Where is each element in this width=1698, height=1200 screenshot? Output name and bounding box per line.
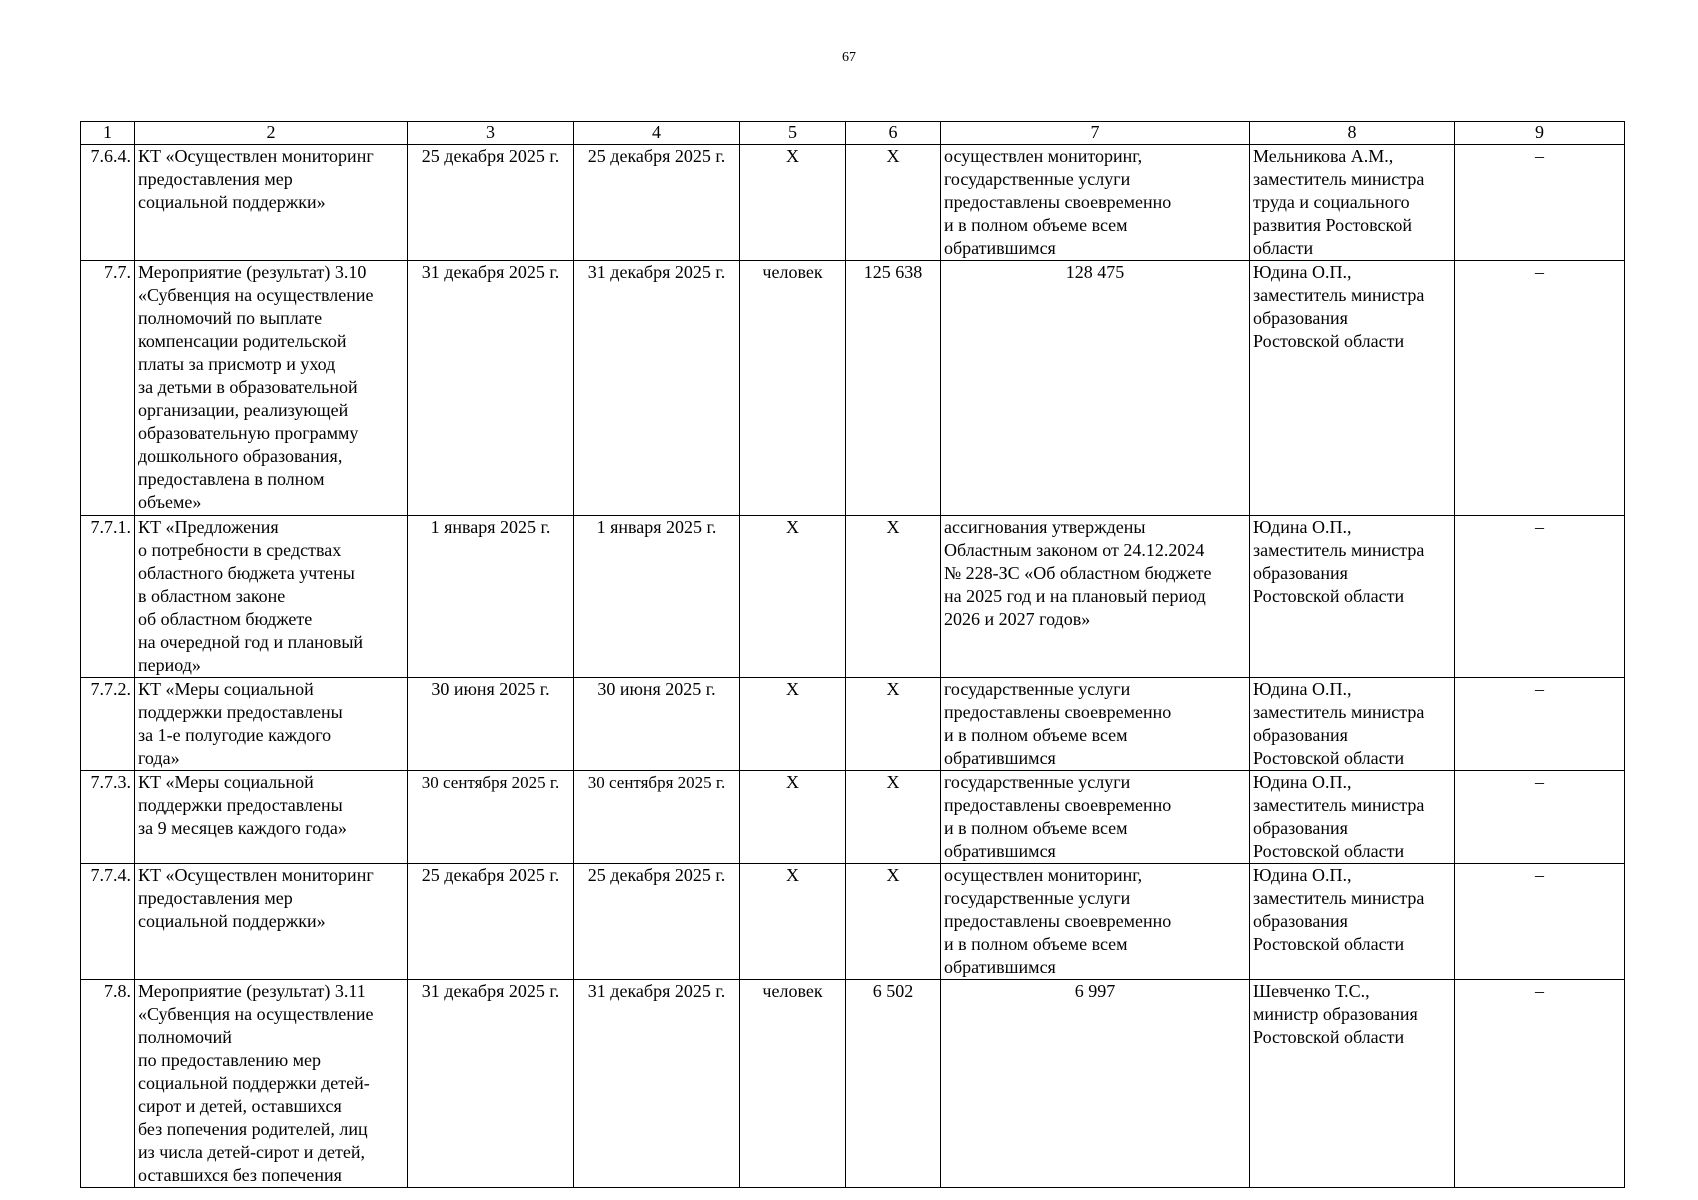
base-value: 6 502	[846, 980, 941, 1188]
item-name	[135, 145, 408, 261]
responsible	[1250, 864, 1455, 980]
unit: Х	[740, 145, 846, 261]
column-number: 7	[941, 122, 1250, 145]
column-number: 3	[408, 122, 574, 145]
column-number: 6	[846, 122, 941, 145]
unit: Х	[740, 771, 846, 864]
end-date: 25 декабря 2025 г.	[574, 145, 740, 261]
table-row	[81, 145, 1625, 261]
responsible	[1250, 516, 1455, 678]
end-date: 30 июня 2025 г.	[574, 678, 740, 771]
responsible	[1250, 261, 1455, 516]
base-value: Х	[846, 864, 941, 980]
item-number: 7.8.	[81, 980, 135, 1188]
responsible	[1250, 980, 1455, 1188]
table-row	[81, 678, 1625, 771]
note: –	[1455, 261, 1625, 516]
start-date: 30 июня 2025 г.	[408, 678, 574, 771]
result-text: осуществлен мониторинг, государственные услуги предоставлены своевременно и в полном объеме всем обратившимся	[944, 146, 1172, 258]
item-name	[135, 864, 408, 980]
item-number: 7.6.4.	[81, 145, 135, 261]
item-number: 7.7.4.	[81, 864, 135, 980]
responsible	[1250, 678, 1455, 771]
measures-table	[80, 121, 1625, 1188]
unit: Х	[740, 516, 846, 678]
table-row	[81, 980, 1625, 1188]
item-name	[135, 516, 408, 678]
responsible	[1250, 771, 1455, 864]
base-value: Х	[846, 145, 941, 261]
column-number: 1	[81, 122, 135, 145]
end-date: 30 сентября 2025 г.	[574, 771, 740, 864]
result	[941, 771, 1250, 864]
result-text: осуществлен мониторинг, государственные услуги предоставлены своевременно и в полном объеме всем обратившимся	[944, 865, 1172, 977]
column-number: 8	[1250, 122, 1455, 145]
unit: Х	[740, 678, 846, 771]
responsible-text: Юдина О.П., заместитель министра образования Ростовской области	[1253, 772, 1425, 861]
table-row	[81, 516, 1625, 678]
page-number: 67	[842, 50, 856, 65]
start-date: 25 декабря 2025 г.	[408, 864, 574, 980]
column-number-row	[81, 122, 1625, 145]
responsible-text: Юдина О.П., заместитель министра образования Ростовской области	[1253, 517, 1425, 606]
unit: Х	[740, 864, 846, 980]
result	[941, 864, 1250, 980]
result	[941, 678, 1250, 771]
start-date: 30 сентября 2025 г.	[408, 771, 574, 864]
result	[941, 516, 1250, 678]
item-name-text: Мероприятие (результат) 3.10 «Субвенция на осуществление полномочий по выплате компенсации родительской платы за присмотр и уход за детьми в образовательной организации, реализующей образовательную программу дошкольного образования, предоставлена в полном объеме»	[138, 262, 374, 512]
note: –	[1455, 980, 1625, 1188]
responsible	[1250, 145, 1455, 261]
item-name	[135, 678, 408, 771]
item-number: 7.7.	[81, 261, 135, 516]
responsible-text: Юдина О.П., заместитель министра образования Ростовской области	[1253, 262, 1425, 351]
item-number: 7.7.3.	[81, 771, 135, 864]
item-name-text: КТ «Меры социальной поддержки предоставлены за 1-е полугодие каждого года»	[138, 679, 343, 768]
result-text: государственные услуги предоставлены своевременно и в полном объеме всем обратившимся	[944, 772, 1172, 861]
base-value: Х	[846, 771, 941, 864]
end-date: 25 декабря 2025 г.	[574, 864, 740, 980]
start-date: 1 января 2025 г.	[408, 516, 574, 678]
column-number: 4	[574, 122, 740, 145]
base-value: Х	[846, 516, 941, 678]
unit: человек	[740, 980, 846, 1188]
note: –	[1455, 678, 1625, 771]
result-text: 128 475	[1065, 262, 1125, 282]
item-name-text: КТ «Осуществлен мониторинг предоставления мер социальной поддержки»	[138, 865, 374, 931]
result-text: ассигнования утверждены Областным законом от 24.12.2024 № 228-ЗС «Об областном бюджете на 2025 год и на плановый период 2026 и 2027 годов»	[944, 517, 1212, 629]
note: –	[1455, 145, 1625, 261]
note: –	[1455, 771, 1625, 864]
table-row	[81, 771, 1625, 864]
item-name	[135, 980, 408, 1188]
base-value: Х	[846, 678, 941, 771]
result	[941, 145, 1250, 261]
note: –	[1455, 516, 1625, 678]
table-row	[81, 864, 1625, 980]
result-text: 6 997	[1074, 981, 1116, 1001]
column-number: 5	[740, 122, 846, 145]
start-date: 25 декабря 2025 г.	[408, 145, 574, 261]
table-row	[81, 261, 1625, 516]
unit: человек	[740, 261, 846, 516]
item-name-text: КТ «Осуществлен мониторинг предоставления мер социальной поддержки»	[138, 146, 374, 212]
column-number: 2	[135, 122, 408, 145]
start-date: 31 декабря 2025 г.	[408, 261, 574, 516]
result	[941, 261, 1250, 516]
item-name-text: КТ «Меры социальной поддержки предоставлены за 9 месяцев каждого года»	[138, 772, 347, 838]
responsible-text: Мельникова А.М., заместитель министра труда и социального развития Ростовской области	[1253, 146, 1425, 258]
item-name	[135, 771, 408, 864]
base-value: 125 638	[846, 261, 941, 516]
start-date: 31 декабря 2025 г.	[408, 980, 574, 1188]
item-number: 7.7.2.	[81, 678, 135, 771]
item-name	[135, 261, 408, 516]
column-number: 9	[1455, 122, 1625, 145]
responsible-text: Юдина О.П., заместитель министра образования Ростовской области	[1253, 679, 1425, 768]
result-text: государственные услуги предоставлены своевременно и в полном объеме всем обратившимся	[944, 679, 1172, 768]
item-number: 7.7.1.	[81, 516, 135, 678]
note: –	[1455, 864, 1625, 980]
end-date: 31 декабря 2025 г.	[574, 980, 740, 1188]
responsible-text: Юдина О.П., заместитель министра образования Ростовской области	[1253, 865, 1425, 954]
end-date: 31 декабря 2025 г.	[574, 261, 740, 516]
item-name-text: Мероприятие (результат) 3.11 «Субвенция на осуществление полномочий по предоставлению мер социальной поддержки детей- сирот и детей, оставшихся без попечения родителей, лиц из числа детей-сирот и детей, оставшихся без попечения	[138, 981, 374, 1185]
responsible-text: Шевченко Т.С., министр образования Ростовской области	[1253, 981, 1418, 1047]
item-name-text: КТ «Предложения о потребности в средствах областного бюджета учтены в областном законе об областном бюджете на очередной год и плановый период»	[138, 517, 364, 675]
result	[941, 980, 1250, 1188]
end-date: 1 января 2025 г.	[574, 516, 740, 678]
